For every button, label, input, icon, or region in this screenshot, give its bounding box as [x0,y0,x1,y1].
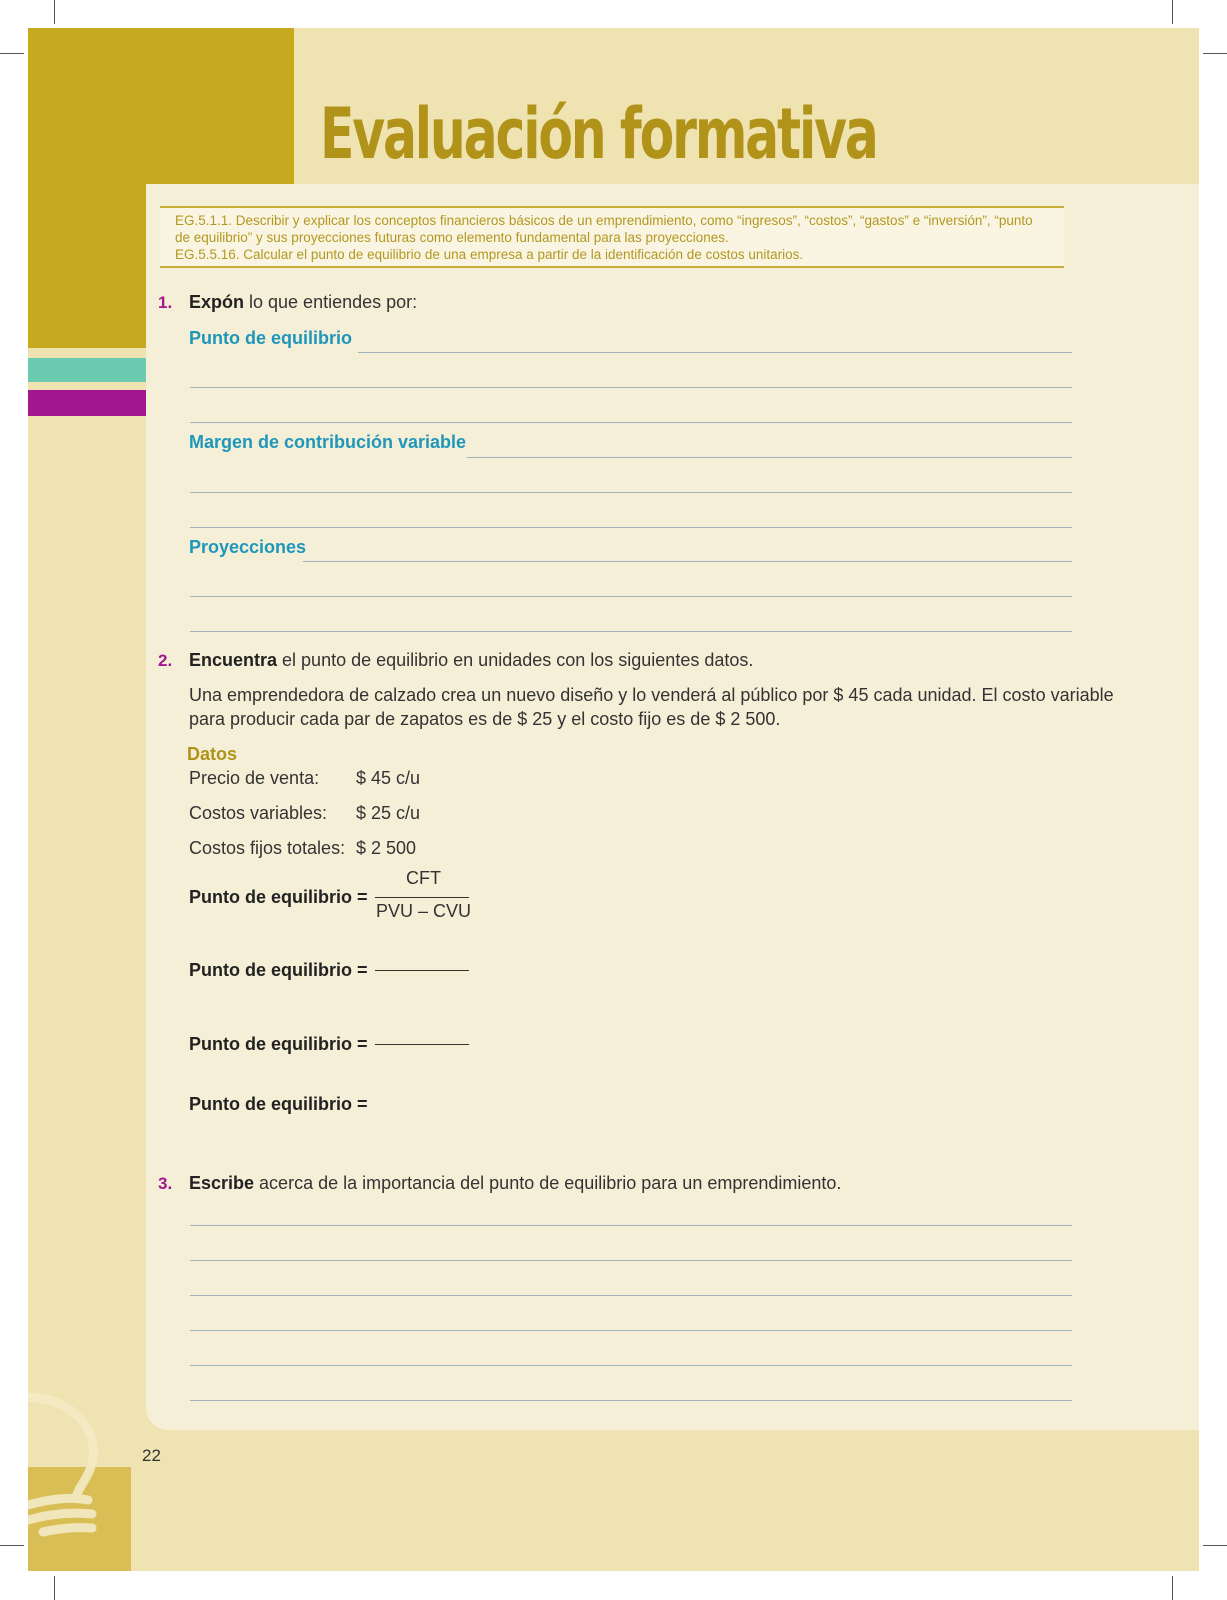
answer-line[interactable] [190,527,1072,528]
answer-line[interactable] [190,1260,1072,1261]
question-number: 2. [158,651,173,670]
teal-accent-strip [28,358,146,382]
formula-label: Punto de equilibrio = [189,887,368,907]
page [28,28,1199,1571]
question-text: el punto de equilibrio en unidades con los siguientes datos. [277,650,754,670]
answer-line[interactable] [190,1400,1072,1401]
term-margen-contribucion: Margen de contribución variable [189,432,467,452]
fraction-bar[interactable] [375,1044,469,1045]
question-3-prompt [189,1173,841,1194]
answer-line[interactable] [358,352,1072,353]
problem-text-line: para producir cada par de zapatos es de $ 25 y el costo fijo es de $ 2 500. [189,709,781,729]
datos-value: $ 45 c/u [356,768,421,788]
lightbulb-icon [28,1388,128,1538]
question-verb: Encuentra [189,650,278,670]
magenta-accent-strip [28,390,146,416]
answer-line[interactable] [190,387,1072,388]
formula-numerator: CFT [406,868,441,888]
fraction-bar[interactable] [375,970,469,971]
answer-line[interactable] [190,596,1072,597]
formula-label: Punto de equilibrio = [189,960,368,980]
answer-line[interactable] [303,561,1072,562]
fraction-bar [375,897,469,898]
answer-line[interactable] [190,631,1072,632]
datos-label: Costos fijos totales: [189,838,346,858]
formula-denominator: PVU – CVU [376,901,472,921]
objectives-box [160,206,1064,268]
question-verb: Expón [189,292,245,312]
datos-value: $ 2 500 [356,838,417,858]
page-number: 22 [142,1446,161,1465]
question-number: 1. [158,293,173,312]
formula-label: Punto de equilibrio = [189,1094,368,1114]
term-punto-equilibrio: Punto de equilibrio [189,328,352,348]
answer-line[interactable] [190,422,1072,423]
answer-line[interactable] [190,1365,1072,1366]
question-1-prompt [189,292,417,313]
page-title: Evaluación formativa [320,93,877,175]
formula-label: Punto de equilibrio = [189,1034,368,1054]
answer-line[interactable] [190,1330,1072,1331]
question-number: 3. [158,1174,173,1193]
datos-heading: Datos [187,744,238,764]
datos-label: Costos variables: [189,803,328,823]
problem-text-line: Una emprendedora de calzado crea un nuevo diseño y lo venderá al público por $ 45 cada unidad. El costo variable [189,685,1114,705]
question-2-prompt [189,650,753,671]
objective-line: de equilibrio” y sus proyecciones futuras como elemento fundamental para las proyecciones. [175,230,729,245]
answer-line[interactable] [467,457,1072,458]
objective-line: EG.5.5.16. Calcular el punto de equilibrio de una empresa a partir de la identificación de costos unitarios. [175,247,804,262]
objective-line: EG.5.1.1. Describir y explicar los conceptos financieros básicos de un emprendimiento, como “ingresos”, “costos”, “gastos” e “inversión”, “punto [175,213,1033,228]
answer-line[interactable] [190,492,1072,493]
datos-value: $ 25 c/u [356,803,421,823]
answer-line[interactable] [190,1225,1072,1226]
term-proyecciones: Proyecciones [189,537,307,557]
question-text: lo que entiendes por: [244,292,418,312]
question-text: acerca de la importancia del punto de equilibrio para un emprendimiento. [254,1173,842,1193]
answer-line[interactable] [190,1295,1072,1296]
datos-label: Precio de venta: [189,768,320,788]
question-verb: Escribe [189,1173,255,1193]
